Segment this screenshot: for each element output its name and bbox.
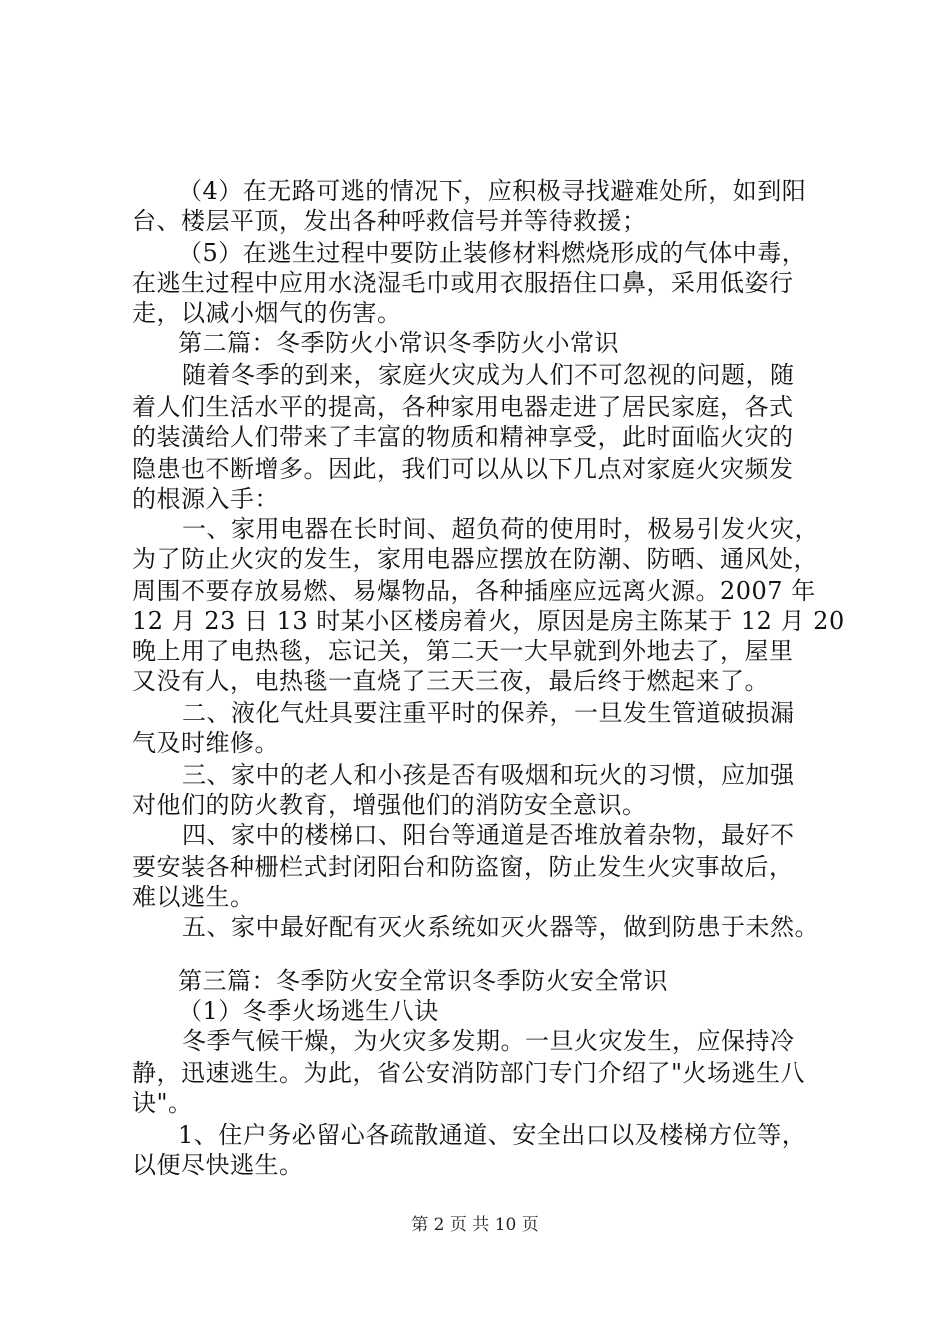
text-line: 诀"。 (132, 1089, 193, 1117)
text-line: 走，以减小烟气的伤害。 (132, 299, 402, 327)
subsection-heading: （1）冬季火场逃生八诀 (178, 997, 439, 1025)
text-line: 一、家用电器在长时间、超负荷的使用时，极易引发火灾， (182, 515, 819, 543)
text-line: 静，迅速逃生。为此，省公安消防部门专门介绍了"火场逃生八 (132, 1059, 806, 1087)
text-line: 冬季气候干燥，为火灾多发期。一旦火灾发生，应保持冷 (182, 1027, 795, 1055)
text-line: 随着冬季的到来，家庭火灾成为人们不可忽视的问题，随 (182, 361, 795, 389)
page-footer: 第 2 页 共 10 页 (411, 1215, 539, 1235)
text-line: 四、家中的楼梯口、阳台等通道是否堆放着杂物，最好不 (182, 821, 795, 849)
text-line: 在逃生过程中应用水浇湿毛巾或用衣服捂住口鼻，采用低姿行 (132, 269, 794, 297)
section-heading: 第二篇：冬季防火小常识冬季防火小常识 (178, 329, 619, 357)
text-line: 对他们的防火教育，增强他们的消防安全意识。 (132, 791, 647, 819)
text-line: 三、家中的老人和小孩是否有吸烟和玩火的习惯，应加强 (182, 761, 795, 789)
text-line: 周围不要存放易燃、易爆物品，各种插座应远离火源。2007 年 (132, 577, 816, 605)
text-line: 1、住户务必留心各疏散通道、安全出口以及楼梯方位等， (178, 1121, 807, 1149)
text-line: 五、家中最好配有灭火系统如灭火器等，做到防患于未然。 (182, 913, 819, 941)
text-line: 台、楼层平顶，发出各种呼救信号并等待救援； (132, 207, 647, 235)
text-line: 二、液化气灶具要注重平时的保养，一旦发生管道破损漏 (182, 699, 795, 727)
text-line: 着人们生活水平的提高，各种家用电器走进了居民家庭，各式 (132, 393, 794, 421)
text-line: （4）在无路可逃的情况下，应积极寻找避难处所，如到阳 (178, 177, 807, 205)
text-line: 又没有人，电热毯一直烧了三天三夜，最后终于燃起来了。 (132, 667, 769, 695)
text-line: 难以逃生。 (132, 883, 255, 911)
text-line: （5）在逃生过程中要防止装修材料燃烧形成的气体中毒， (178, 239, 807, 267)
text-line: 晚上用了电热毯，忘记关，第二天一大早就到外地去了，屋里 (132, 637, 794, 665)
text-line: 为了防止火灾的发生，家用电器应摆放在防潮、防晒、通风处， (132, 545, 818, 573)
text-line: 要安装各种栅栏式封闭阳台和防盗窗，防止发生火灾事故后， (132, 853, 794, 881)
text-line: 隐患也不断增多。因此，我们可以从以下几点对家庭火灾频发 (132, 455, 794, 483)
text-line: 的装潢给人们带来了丰富的物质和精神享受，此时面临火灾的 (132, 423, 794, 451)
text-line: 气及时维修。 (132, 729, 279, 757)
text-line: 12 月 23 日 13 时某小区楼房着火，原因是房主陈某于 12 月 20 (132, 607, 845, 635)
section-heading: 第三篇：冬季防火安全常识冬季防火安全常识 (178, 967, 668, 995)
text-line: 的根源入手： (132, 485, 279, 513)
text-line: 以便尽快逃生。 (132, 1151, 304, 1179)
